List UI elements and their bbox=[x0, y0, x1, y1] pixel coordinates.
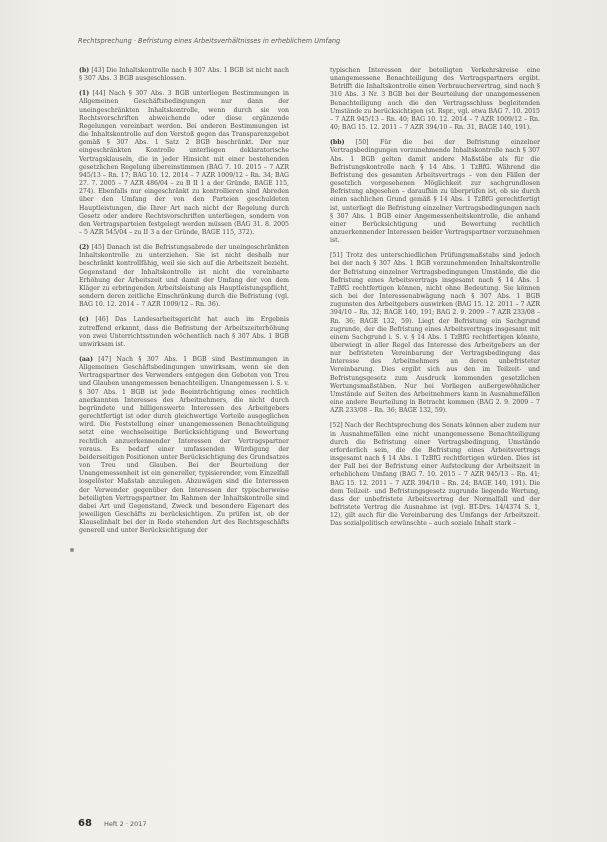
paragraph-number: (c) bbox=[79, 316, 89, 324]
paragraph-text: [46] Das Landesarbeitsgericht hat auch im Ergebnis zutreffend erkannt, dass die Befristung der Arbeitszeiterhöhung von zwei Unterrichtsstunden wöchentlich nach § 307 Abs. 1 BGB unwirksam ist. bbox=[79, 316, 289, 348]
paragraph-number: (b) bbox=[79, 67, 90, 74]
paragraph bbox=[330, 252, 540, 415]
paragraph-number: (1) bbox=[79, 90, 90, 98]
running-header: Rechtsprechung · Befristung eines Arbeitsverhältnisses in erheblichem Umfang bbox=[78, 37, 341, 45]
margin-marker bbox=[70, 548, 74, 552]
paragraph-text: [47] Nach § 307 Abs. 1 BGB sind Bestimmungen in Allgemeinen Geschäftsbedingungen unwirksam, wenn sie den Vertragspartner des Verwenders entgegen den Geboten von Treu und Glauben unangemessen benachteiligen. Unangemessen i. S. v. § 307 Abs. 1 BGB ist jede Beeinträchtigung eines rechtlich anerkannten Interesses des Arbeitnehmers, die nicht durch begründete und billigenswerte Interessen des Arbeitgebers gerechtfertigt ist oder durch gleichwertige Vorteile ausgeglichen wird. Die Feststellung einer unangemessenen Benachteiligung setzt eine wechselseitige Berücksichtigung und Bewertung rechtlich anzuerkennender Interessen der Vertragspartner voraus. Es bedarf einer umfassenden Würdigung der beiderseitigen Positionen unter Berücksichtigung des Grundsatzes von Treu und Glauben. Bei der Beurteilung der Unangemessenheit ist ein genereller, typisierender, vom Einzelfall losgelöster Maßstab anzulegen. Abzuwägen sind die Interessen der Verwender gegenüber den Interessen der typischerweise beteiligten Vertragspartner. Im Rahmen der Inhaltskontrolle sind dabei Art und Gegenstand, Zweck und besondere Eigenart des jeweiligen Geschäfts zu berücksichtigen. Zu prüfen ist, ob der Klauselinhalt bei der in Rede stehenden Art des Rechtsgeschäfts generell und unter Berücksichtigung der bbox=[79, 356, 289, 535]
paragraph-text: [44] Nach § 307 Abs. 3 BGB unterliegen Bestimmungen in Allgemeinen Geschäftsbedingungen nur dann der uneingeschränkten Inhaltskontrolle, wenn durch sie von Rechtsvorschriften abweichende oder diese ergänzende Regelungen vereinbart werden. Bei anderen Bestimmungen ist die Inhaltskontrolle auf den Verstoß gegen das Transparenzgebot gemäß § 307 Abs. 1 Satz 2 BGB beschränkt. Der nur eingeschränkten Kontrolle unterliegen deklaratorische Vertragsklauseln, die in jeder Hinsicht mit einer bestehenden gesetzlichen Regelung übereinstimmen (BAG 7. 10. 2015 – 7 AZR 945/13 – Rn. 17; BAG 10. 12. 2014 – 7 AZR 1009/12 – Rn. 34; BAG 27. 7. 2005 – 7 AZR 486/04 – zu B II 1 a der Gründe, BAGE 115, 274). Ebenfalls nur eingeschränkt zu kontrollieren sind Abreden über den Umfang der von den Parteien geschuldeten Hauptleistungen, die Ihrer Art nach nicht der Regelung durch Gesetz oder andere Rechtsvorschriften unterliegen, sondern von den Vertragsparteien festgelegt werden müssen (BAG 31. 8. 2005 – 5 AZR 545/04 – zu II 3 a der Gründe, BAGE 115, 372). bbox=[79, 90, 289, 236]
paragraph bbox=[79, 244, 289, 309]
page-number: 68 bbox=[78, 818, 92, 829]
right-column bbox=[330, 67, 540, 824]
paragraph-text: [45] Danach ist die Befristungsabrede der uneingeschränkten Inhaltskontrolle zu unterziehen. Sie ist nicht deshalb nur beschränkt kontrollfähig, weil sie sich auf die Arbeitszeit bezieht. Gegenstand der Inhaltskontrolle ist nicht die vereinbarte Erhöhung der Arbeitszeit und damit der Umfang der von dem Kläger zu erbringenden Arbeitsleistung als Hauptleistungspflicht, sondern deren zeitliche Einschränkung durch die Befristung (vgl. BAG 10. 12. 2014 – 7 AZR 1009/12 – Rn. 36). bbox=[79, 244, 289, 309]
paragraph bbox=[79, 356, 289, 535]
paragraph bbox=[79, 90, 289, 237]
paragraph bbox=[330, 422, 540, 528]
paragraph-number: (aa) bbox=[79, 356, 93, 363]
paragraph-text: [51] Trotz des unterschiedlichen Prüfungsmaßstabs sind jedoch bei der nach § 307 Abs. 1 BGB vorzunehmenden Inhaltskontrolle der Befristung einzelner Vertragsbedingungen Umstände, die die Befristung eines Arbeitsvertrags insgesamt nach § 14 Abs. 1 TzBfG rechtfertigen können, nicht ohne Bedeutung. Sie können sich bei der Interessenabwägung nach § 307 Abs. 1 BGB zugunsten des Arbeitgebers auswirken (BAG 15. 12. 2011 – 7 AZR 394/10 – Rn. 32; BAGE 140, 191; BAG 2. 9. 2009 – 7 AZR 233/08 – Rn. 36; BAGE 132, 59). Liegt der Befristung ein Sachgrund zugrunde, der die Befristung eines Arbeitsvertrags insgesamt mit einem Sachgrund i. S. v. § 14 Abs. 1 TzBfG rechtfertigen könnte, überwiegt in aller Regel das Interesse des Arbeitgebers an der nur befristeten Vereinbarung der Vertragsbedingung das Interesse des Arbeitnehmers an deren unbefristeter Vereinbarung. Dies ergibt sich aus den im Teilzeit- und Befristungsgesetz zum Ausdruck kommenden gesetzlichen Wertungsmaßstäben. Nur bei Vorliegen außergewöhnlicher Umstände auf Seiten des Arbeitnehmers kann in Ausnahmefällen eine andere Beurteilung in Betracht kommen (BAG 2. 9. 2009 – 7 AZR 233/08 – Rn. 36; BAGE 132, 59). bbox=[330, 252, 540, 415]
paragraph-text: typischen Interessen der beteiligten Verkehrskreise eine unangemessene Benachteiligung des Vertragspartners ergibt. Betrifft die Inhaltskontrolle einen Verbrauchervertrag, sind nach § 310 Abs. 3 Nr. 3 BGB bei der Beurteilung der unangemessenen Benachteiligung auch die den Vertragsschluss begleitenden Umstände zu berücksichtigen (st. Rspr., vgl. etwa BAG 7. 10. 2015 – 7 AZR 945/13 – Rn. 40; BAG 10. 12. 2014 – 7 AZR 1009/12 – Rn. 40; BAG 15. 12. 2011 – 7 AZR 394/10 – Rn. 31, BAGE 140, 191). bbox=[330, 67, 540, 132]
paragraph-number: (2) bbox=[79, 244, 90, 252]
paragraph bbox=[79, 316, 289, 349]
paragraph bbox=[330, 139, 540, 245]
paragraph-text: [52] Nach der Rechtsprechung des Senats können aber zudem nur in Ausnahmefällen eine nicht unangemessene Benachteiligung durch die Befristung einer Vertragsbedingung, Umstände erforderlich sein, die die Befristung eines Arbeitsvertrags insgesamt nach § 14 Abs. 1 TzBfG rechtfertigen würden. Dies ist der Fall bei der Befristung einer Aufstockung der Arbeitszeit in erheblichem Umfang (BAG 7. 10. 2015 – 7 AZR 945/13 – Rn. 41; BAG 15. 12. 2011 – 7 AZR 394/10 – Rn. 24; BAGE 140, 191). Die dem Teilzeit- und Befristungsgesetz zugrunde liegende Wertung, dass der unbefristete Arbeitsvertrag der Normalfall und der befristete Vertrag die Ausnahme ist (vgl. BT-Drs. 14/4374 S. 1, 12), gilt auch für die Vereinbarung des Umfangs der Arbeitszeit. Das sozialpolitisch erwünschte – auch soziale Inhalt stark – bbox=[330, 422, 540, 528]
left-column bbox=[79, 67, 289, 824]
paragraph bbox=[330, 67, 540, 132]
paragraph-text: [43] Die Inhaltskontrolle nach § 307 Abs. 1 BGB ist nicht nach § 307 Abs. 3 BGB ausgeschlossen. bbox=[79, 67, 289, 83]
paragraph-number: (bb) bbox=[330, 139, 345, 147]
paragraph-text: [50] Für die bei der Befristung einzelner Vertragsbedingungen vorzunehmende Inhaltskontrolle nach § 307 Abs. 1 BGB gelten damit andere Maßstäbe als für die Befristungskontrolle nach § 14 Abs. 1 TzBfG. Während die Befristung des gesamten Arbeitsvertrags – von den Fällen der gesetzlich vorgesehenen Möglichkeit zur sachgrundlosen Befristung abgesehen – daraufhin zu überprüfen ist, ob sie durch einen sachlichen Grund gemäß § 14 Abs. 1 TzBfG gerechtfertigt ist, unterliegt die Befristung einzelner Vertragsbedingungen nach § 307 Abs. 1 BGB einer Angemessenheitskontrolle, die anhand einer Berücksichtigung und Bewertung rechtlich anzuerkennender Interessen beider Vertragspartner vorzunehmen ist. bbox=[330, 139, 540, 245]
issue-label: Heft 2 · 2017 bbox=[104, 820, 147, 828]
paragraph bbox=[79, 67, 289, 83]
